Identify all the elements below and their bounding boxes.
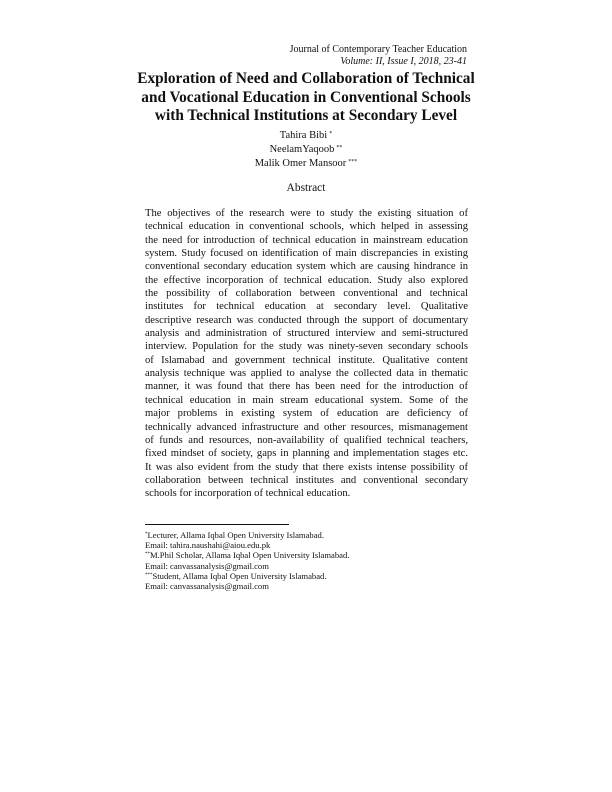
abstract-line: fixed mindset of society, gaps in planning and implementation stages etc. <box>145 448 468 460</box>
author: Malik Omer Mansoor *** <box>254 158 358 169</box>
abstract-line: institutes for technical education at secondary level. Qualitative <box>145 301 468 313</box>
title-line: Exploration of Need and Collaboration of Technical <box>137 70 475 87</box>
footnote-affiliation: Student, Allama Iqbal Open University Islamabad. <box>152 570 327 581</box>
abstract-line: interview. Population for the study was ninety-seven secondary schools <box>145 341 468 353</box>
abstract-line: It was also evident from the study that there exists intense possibility of <box>145 461 468 473</box>
title-line: and Vocational Education in Conventional Schools <box>141 88 471 106</box>
abstract-line: technical education in main stream educational system. Some of the <box>145 394 468 406</box>
journal-name: Journal of Contemporary Teacher Education <box>289 44 467 55</box>
abstract-line: analysis and administration of structured interview and semi-structured <box>145 328 468 340</box>
abstract-line: descriptive research was conducted through the support of documentary <box>145 314 468 326</box>
footnotes: *Lecturer, Allama Iqbal Open University Islamabad. Email: tahira.naushahi@aiou.edu.pk **M.Phil Scholar, Allama Iqbal Open University Islamabad. Email: canvassanalysis@gmail.com ***Student, Allama Iqbal Open University Islamabad. Email: canvassanalysis@gmail.com <box>145 530 350 592</box>
abstract-line: schools for incorporation of technical education. <box>145 488 351 500</box>
footnote-affiliation: Lecturer, Allama Iqbal Open University Islamabad. <box>147 530 324 540</box>
abstract-body <box>145 207 468 501</box>
footnote-email: Email: canvassanalysis@gmail.com <box>145 560 269 571</box>
abstract-line: conventional secondary education system which are causing hindrance in <box>145 261 468 273</box>
paper-title <box>120 70 492 126</box>
title-line: with Technical Institutions at Secondary Level <box>154 107 458 124</box>
abstract-line: The objectives of the research were to study the existing situation of <box>145 208 468 219</box>
author: NeelamYaqoob ** <box>269 144 343 155</box>
abstract-line: analysis technique was applied to analyse the collected data in thematic <box>145 368 468 380</box>
author: Tahira Bibi * <box>279 130 333 141</box>
author-list <box>0 129 612 171</box>
abstract-line: collaboration between technical institutes and conventional secondary <box>145 474 468 486</box>
abstract-heading: Abstract <box>286 182 326 194</box>
footnote-affiliation: M.Phil Scholar, Allama Iqbal Open University Islamabad. <box>150 550 350 561</box>
abstract-line: system. Study focused on identification of main discrepancies in existing <box>145 248 468 260</box>
journal-volume: Volume: II, Issue I, 2018, 23-41 <box>340 56 467 67</box>
abstract-line: manner, it was found that there has been need for the introduction of <box>145 381 468 393</box>
footnote-email: Email: canvassanalysis@gmail.com <box>145 581 269 592</box>
footnote-email: Email: tahira.naushahi@aiou.edu.pk <box>145 540 271 551</box>
abstract-line: of Islamabad and government technical institute. Qualitative content <box>145 354 468 366</box>
abstract-line: the possibility of collaboration between conventional and technical <box>145 288 468 300</box>
footnote-divider <box>145 524 289 525</box>
abstract-line: major problems in existing system of education are deficiency of <box>145 408 468 420</box>
abstract-line: technically advanced infrastructure and other resources, mismanagement <box>145 421 468 433</box>
abstract-line: the effective incorporation of technical education. Study also explored <box>145 274 468 286</box>
abstract-line: the need for introduction of technical education in mainstream education <box>145 234 468 246</box>
journal-header <box>290 44 467 68</box>
abstract-line: of funds and resources, non-availability of qualified technical teachers, <box>145 434 468 446</box>
abstract-line: technical education in conventional schools, which helped in assessing <box>145 221 468 233</box>
